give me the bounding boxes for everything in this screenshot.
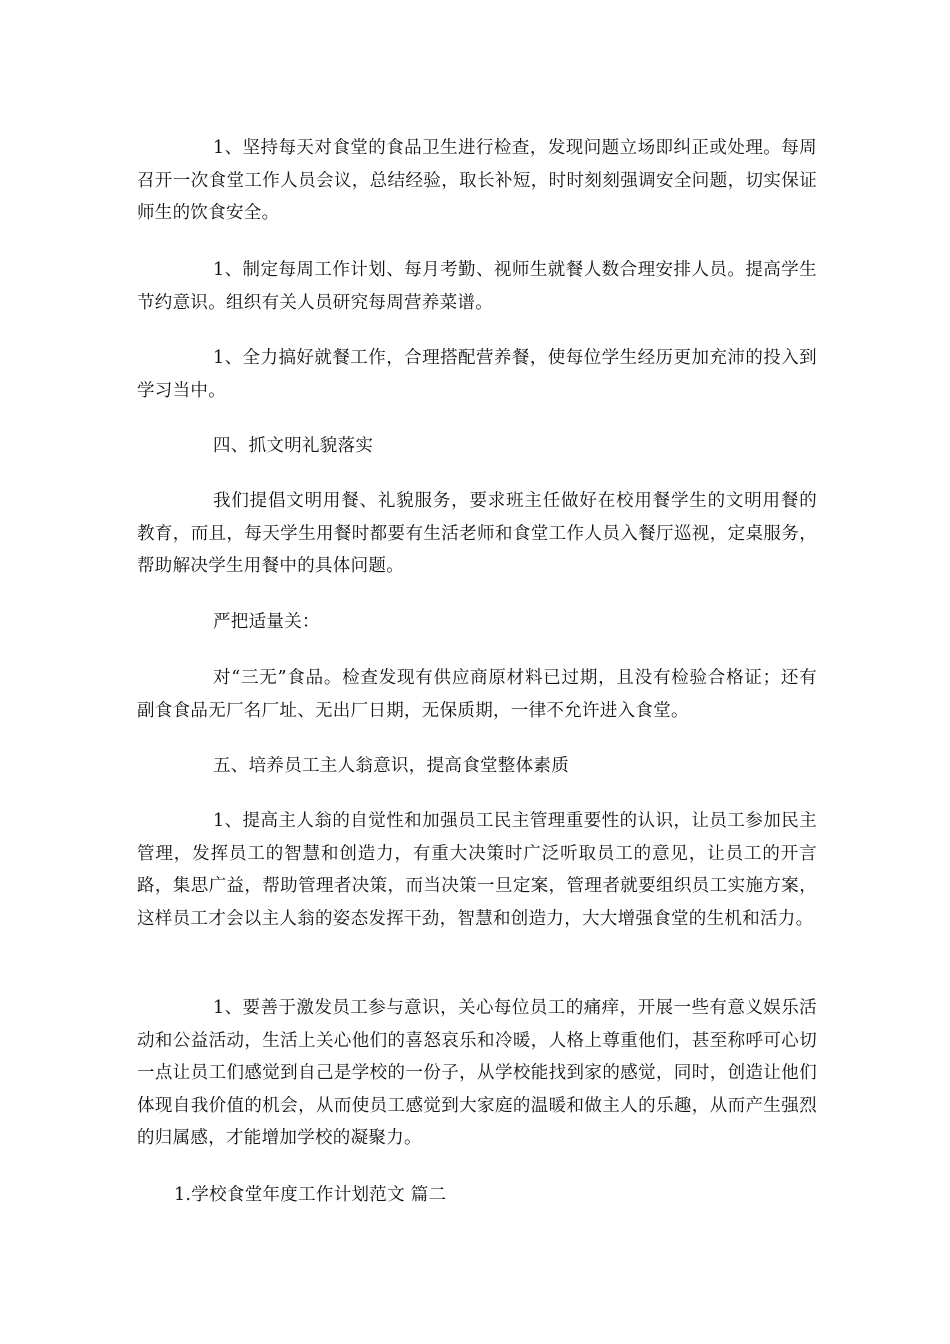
paragraph-staff-participation: 1、要善于激发员工参与意识，关心每位员工的痛痒，开展一些有意义娱乐活动和公益活动，生活上关心他们的喜怒哀乐和冷暖，人格上尊重他们，甚至称呼可心切一点让员工们感觉到自己是学校的一份子，从学校能找到家的感觉，同时，创造让他们体现自我价值的机会，从而使员工感觉到大家庭的温暖和做主人的乐趣，从而产生强烈的归属感，才能增加学校的凝聚力。 bbox=[137, 998, 817, 1148]
heading-civility: 四、抓文明礼貌落实 bbox=[213, 436, 374, 456]
paragraph-three-no-foods: 对“三无”食品。检查发现有供应商原材料已过期，且没有检验合格证；还有副食食品无厂名厂址、无出厂日期，无保质期，一律不允许进入食堂。 bbox=[137, 668, 817, 721]
heading-ownership: 五、培养员工主人翁意识，提高食堂整体素质 bbox=[213, 756, 569, 776]
paragraph-food-hygiene: 1、坚持每天对食堂的食品卫生进行检查，发现问题立场即纠正或处理。每周召开一次食堂工作人员会议，总结经验，取长补短，时时刻刻强调安全问题，切实保证师生的饮食安全。 bbox=[137, 138, 817, 223]
paragraph-dining-work: 1、全力搞好就餐工作，合理搭配营养餐，使每位学生经历更加充沛的投入到学习当中。 bbox=[137, 348, 817, 401]
heading-quantity-control: 严把适量关： bbox=[213, 612, 320, 632]
paragraph-democratic-management: 1、提高主人翁的自觉性和加强员工民主管理重要性的认识，让员工参加民主管理，发挥员工的智慧和创造力，有重大决策时广泛听取员工的意见，让员工的开言路，集思广益，帮助管理者决策，而当决策一旦定案，管理者就要组织员工实施方案，这样员工才会以主人翁的姿态发挥干劲，智慧和创造力，大大增强食堂的生机和活力。 bbox=[137, 811, 817, 929]
section-title: 1.学校食堂年度工作计划范文 篇二 bbox=[174, 1185, 447, 1205]
paragraph-civil-dining: 我们提倡文明用餐、礼貌服务，要求班主任做好在校用餐学生的文明用餐的教育，而且，每天学生用餐时都要有生活老师和食堂工作人员入餐厅巡视，定桌服务，帮助解决学生用餐中的具体问题。 bbox=[137, 491, 817, 576]
paragraph-weekly-plan: 1、制定每周工作计划、每月考勤、视师生就餐人数合理安排人员。提高学生节约意识。组织有关人员研究每周营养菜谱。 bbox=[137, 260, 817, 313]
